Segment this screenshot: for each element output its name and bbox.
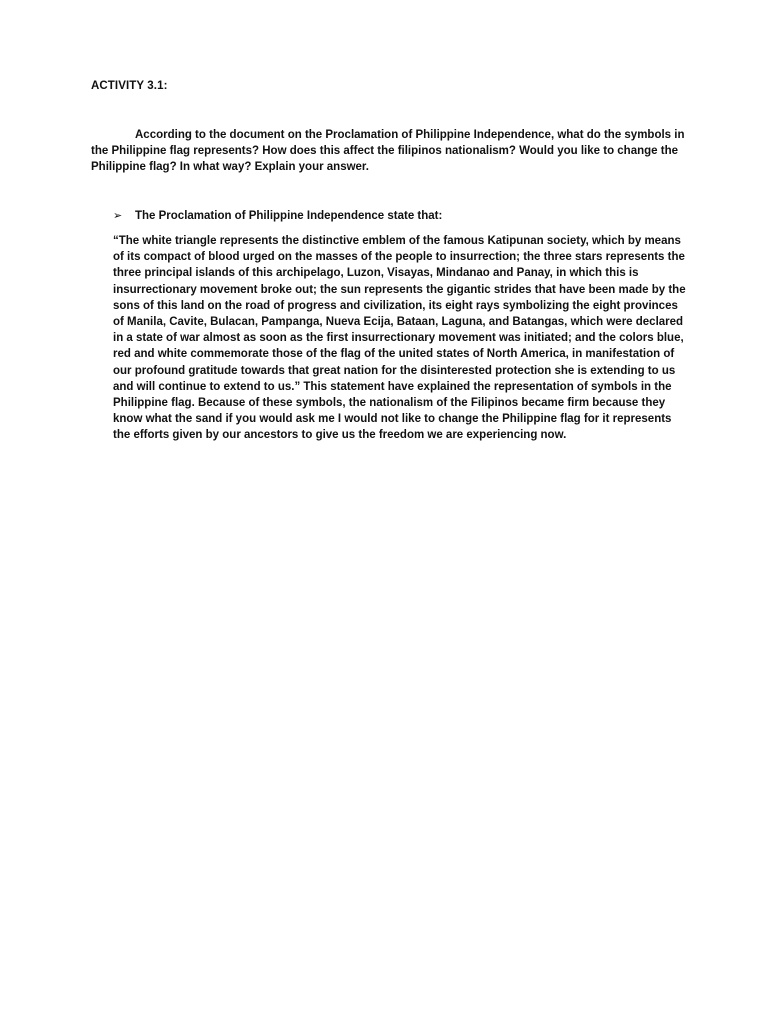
question-paragraph: According to the document on the Proclamation of Philippine Independence, what do the symbols in the Philippine flag represents? How does this affect the filipinos nationalism? Would you like to change the Philippine flag? In what way? Explain your answer. — [91, 129, 685, 174]
bullet-text: The Proclamation of Philippine Independence state that: — [135, 210, 443, 222]
arrowhead-bullet-icon: ➢ — [113, 210, 123, 222]
bullet-item — [113, 208, 683, 224]
answer-paragraph: “The white triangle represents the distinctive emblem of the famous Katipunan society, which by means of its compact of blood urged on the masses of the people to insurrection; the three stars represents the three principal islands of this archipelago, Luzon, Visayas, Mindanao and Panay, in which this is insurrectionary movement broke out; the sun represents the gigantic strides that have been made by the sons of this land on the road of progress and civilization, its eight rays symbolizing the eight provinces of Manila, Cavite, Bulacan, Pampanga, Nueva Ecija, Bataan, Laguna, and Batangas, which were declared in a state of war almost as soon as the first insurrectionary movement was initiated; and the colors blue, red and white commemorate those of the flag of the united states of North America, in manifestation of our profound gratitude towards that great nation for the disinterested protection she is extending to us and will continue to extend to us.” This statement have explained the representation of symbols in the Philippine flag. Because of these symbols, the nationalism of the Filipinos became firm because they know what the sand if you would ask me I would not like to change the Philippine flag for it represents the efforts given by our ancestors to give us the freedom we are experiencing now. — [113, 235, 686, 442]
activity-heading: ACTIVITY 3.1: — [91, 80, 168, 92]
